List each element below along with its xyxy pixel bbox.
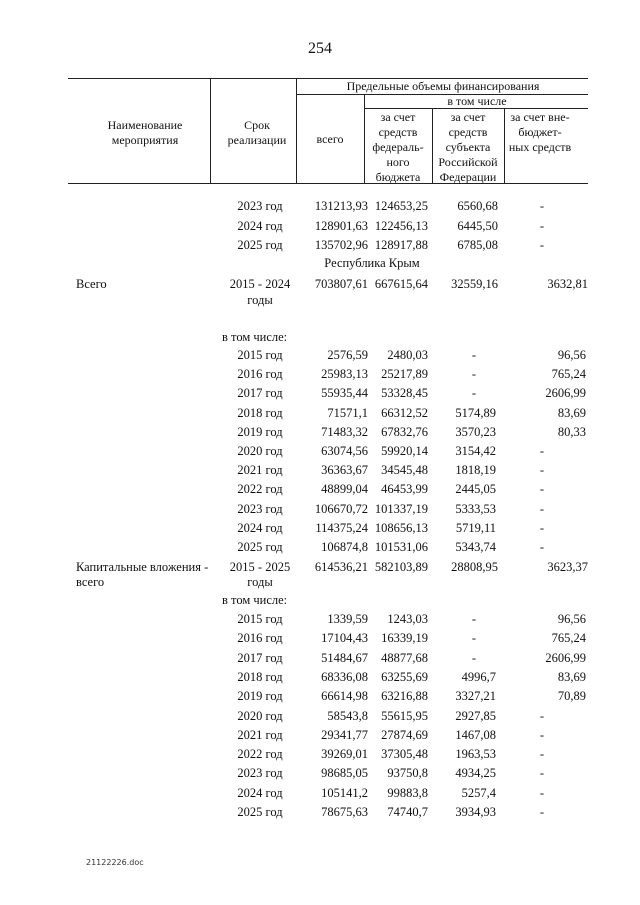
table-row xyxy=(0,727,640,746)
cell-total: 2576,59 xyxy=(327,348,368,362)
cell-total: 58543,8 xyxy=(327,708,368,723)
cell-extra: 765,24 xyxy=(551,631,586,646)
header-divider-total-fed xyxy=(364,94,365,184)
cell-extra: 96,56 xyxy=(557,612,586,626)
table-row xyxy=(0,385,640,404)
cell-extra: - xyxy=(539,727,544,742)
cell-extra: - xyxy=(539,520,544,535)
cell-extra: - xyxy=(539,805,544,819)
header-extra: за счет вне- бюджет- ных средств xyxy=(508,110,572,154)
header-divider-fed-subj xyxy=(432,108,433,184)
cell-period: 2018 год xyxy=(237,405,283,420)
cell-total: 98685,05 xyxy=(321,766,368,781)
cell-subj: 2927,85 xyxy=(455,708,496,723)
table-row xyxy=(0,611,640,630)
cell-fed: 582103,89 xyxy=(374,560,428,574)
table-row xyxy=(0,708,640,727)
cell-fed: 67832,76 xyxy=(381,424,428,439)
cell-period-cont: годы xyxy=(247,575,273,589)
table-row xyxy=(0,347,640,366)
cell-total: 114375,24 xyxy=(315,520,368,535)
header-subj: за счет средств субъекта Российской Федерации xyxy=(438,110,498,184)
incl-label: в том числе: xyxy=(222,593,288,607)
cell-total: 25983,13 xyxy=(321,367,368,382)
cell-total: 135702,96 xyxy=(314,238,368,252)
cell-total: 106874,8 xyxy=(321,540,368,554)
cell-subj: 1818,19 xyxy=(455,463,496,478)
cell-period: 2020 год xyxy=(237,708,283,723)
region-title: Республика Крым xyxy=(324,256,420,270)
cell-subj: - xyxy=(471,386,476,401)
cell-subj: - xyxy=(471,650,476,665)
row-name-cont: всего xyxy=(76,575,105,589)
table-row xyxy=(0,481,640,500)
cell-fed: 128917,88 xyxy=(374,238,428,252)
cell-extra: - xyxy=(539,785,544,800)
cell-total: 105141,2 xyxy=(321,785,368,800)
cell-period: 2023 год xyxy=(237,766,283,781)
cell-extra: - xyxy=(539,766,544,781)
cell-fed: 63255,69 xyxy=(381,669,428,684)
cell-period: 2019 год xyxy=(237,689,283,704)
cell-subj: 6560,68 xyxy=(457,199,498,213)
cell-subj: 5719,11 xyxy=(455,520,496,535)
cell-period: 2024 год xyxy=(237,520,283,535)
cell-fed: 2480,03 xyxy=(387,348,428,362)
cell-total: 55935,44 xyxy=(321,386,368,401)
table-row xyxy=(0,804,640,823)
cell-period: 2023 год xyxy=(237,501,283,516)
cell-subj: 3154,42 xyxy=(455,444,496,458)
footer-filename: 21122226.doc xyxy=(86,858,144,867)
cell-extra: 83,69 xyxy=(557,669,586,684)
cell-subj: 3570,23 xyxy=(455,424,496,439)
cell-extra: 70,89 xyxy=(557,689,586,704)
cell-extra: - xyxy=(539,747,544,762)
table-row xyxy=(0,366,640,385)
cell-total: 29341,77 xyxy=(321,727,368,742)
total-summary-row-cont xyxy=(0,292,640,311)
cell-fed: 101337,19 xyxy=(374,501,428,516)
cell-subj: 3934,93 xyxy=(455,805,496,819)
table-row xyxy=(0,785,640,804)
cell-fed: 93750,8 xyxy=(387,766,428,781)
cell-period: 2015 год xyxy=(237,612,283,626)
cell-period: 2018 год xyxy=(237,669,283,684)
cell-extra: 2606,99 xyxy=(545,650,586,665)
cell-subj: 6445,50 xyxy=(457,219,498,233)
cell-fed: 34545,48 xyxy=(381,463,428,478)
cell-total: 51484,67 xyxy=(321,650,368,665)
cell-period: 2015 - 2025 xyxy=(229,560,291,574)
cell-extra: 3623,37 xyxy=(547,560,588,574)
cell-subj: 2445,05 xyxy=(455,482,496,497)
cell-subj: 1467,08 xyxy=(455,727,496,742)
cell-subj: 5333,53 xyxy=(455,501,496,516)
table-row xyxy=(0,198,640,217)
table-row xyxy=(0,443,640,462)
cell-subj: 5174,89 xyxy=(455,405,496,420)
incl-label: в том числе: xyxy=(222,330,288,344)
cell-period-cont: годы xyxy=(247,293,273,307)
cell-fed: 101531,06 xyxy=(374,540,428,554)
cell-period: 2015 - 2024 xyxy=(229,277,291,291)
header-limits: Предельные объемы финансирования xyxy=(346,79,540,93)
header-divider-name-period xyxy=(210,78,211,184)
cell-extra: 83,69 xyxy=(557,405,586,420)
cell-extra: - xyxy=(539,444,544,458)
header-divider-subj-extra xyxy=(504,108,505,184)
cell-total: 36363,67 xyxy=(321,463,368,478)
cell-subj: 5257,4 xyxy=(461,785,496,800)
cell-total: 131213,93 xyxy=(314,199,368,213)
table-row xyxy=(0,746,640,765)
cell-fed: 66312,52 xyxy=(381,405,428,420)
cell-period: 2022 год xyxy=(237,482,283,497)
cell-extra: - xyxy=(539,219,544,233)
table-row xyxy=(0,650,640,669)
cell-extra: - xyxy=(539,199,544,213)
cell-period: 2015 год xyxy=(237,348,283,362)
cell-subj: 28808,95 xyxy=(451,560,498,574)
cell-total: 71571,1 xyxy=(327,405,368,420)
cell-period: 2024 год xyxy=(237,785,283,800)
cell-extra: - xyxy=(539,238,544,252)
cell-period: 2017 год xyxy=(237,650,283,665)
cell-total: 78675,63 xyxy=(321,805,368,819)
cell-extra: - xyxy=(539,463,544,478)
cell-fed: 27874,69 xyxy=(381,727,428,742)
cell-subj: 6785,08 xyxy=(457,238,498,252)
cell-period: 2023 год xyxy=(237,199,283,213)
capital-summary-row-cont xyxy=(0,574,640,593)
cell-subj: 5343,74 xyxy=(455,540,496,554)
cell-extra: 96,56 xyxy=(557,348,586,362)
cell-fed: 53328,45 xyxy=(381,386,428,401)
cell-period: 2017 год xyxy=(237,386,283,401)
cell-fed: 667615,64 xyxy=(374,277,428,291)
header-bottom-rule xyxy=(68,183,588,184)
cell-fed: 122456,13 xyxy=(374,219,428,233)
cell-subj: 3327,21 xyxy=(455,689,496,704)
table-row xyxy=(0,501,640,520)
cell-period: 2022 год xyxy=(237,747,283,762)
row-name: Всего xyxy=(76,277,107,291)
cell-fed: 46453,99 xyxy=(381,482,428,497)
cell-period: 2016 год xyxy=(237,367,283,382)
cell-extra: 2606,99 xyxy=(545,386,586,401)
cell-total: 703807,61 xyxy=(314,277,368,291)
cell-extra: - xyxy=(539,501,544,516)
cell-period: 2025 год xyxy=(237,805,283,819)
cell-total: 71483,32 xyxy=(321,424,368,439)
table-row xyxy=(0,539,640,558)
cell-extra: - xyxy=(539,540,544,554)
cell-period: 2016 год xyxy=(237,631,283,646)
header-period: Срок реализации xyxy=(227,118,287,147)
cell-subj: - xyxy=(471,631,476,646)
cell-fed: 74740,7 xyxy=(387,805,428,819)
cell-total: 17104,43 xyxy=(321,631,368,646)
table-row xyxy=(0,669,640,688)
table-row xyxy=(0,688,640,707)
cell-fed: 99883,8 xyxy=(387,785,428,800)
cell-fed: 16339,19 xyxy=(381,631,428,646)
cell-period: 2020 год xyxy=(237,444,283,458)
cell-total: 63074,56 xyxy=(321,444,368,458)
header-total: всего xyxy=(316,132,344,146)
cell-subj: 4934,25 xyxy=(455,766,496,781)
cell-subj: 32559,16 xyxy=(451,277,498,291)
cell-fed: 55615,95 xyxy=(381,708,428,723)
cell-extra: 3632,81 xyxy=(547,277,588,291)
page-number: 254 xyxy=(308,40,332,57)
cell-fed: 48877,68 xyxy=(381,650,428,665)
header-name: Наименование мероприятия xyxy=(107,118,183,147)
header-fed: за счет средств федераль- ного бюджета xyxy=(372,110,424,184)
table-row xyxy=(0,520,640,539)
cell-subj: - xyxy=(471,367,476,382)
cell-total: 1339,59 xyxy=(327,612,368,626)
cell-extra: - xyxy=(539,482,544,497)
cell-total: 614536,21 xyxy=(314,560,368,574)
cell-period: 2019 год xyxy=(237,424,283,439)
cell-subj: - xyxy=(471,348,476,362)
table-row xyxy=(0,462,640,481)
cell-period: 2021 год xyxy=(237,727,283,742)
cell-subj: 4996,7 xyxy=(461,669,496,684)
cell-total: 48899,04 xyxy=(321,482,368,497)
table-row xyxy=(0,237,640,256)
table-row xyxy=(0,405,640,424)
cell-fed: 25217,89 xyxy=(381,367,428,382)
row-name: Капитальные вложения - xyxy=(76,560,209,574)
cell-fed: 1243,03 xyxy=(387,612,428,626)
header-incl: в том числе xyxy=(447,94,507,108)
cell-total: 106670,72 xyxy=(314,501,368,516)
cell-extra: 80,33 xyxy=(557,424,586,439)
cell-fed: 124653,25 xyxy=(374,199,428,213)
cell-subj: - xyxy=(471,612,476,626)
table-row xyxy=(0,630,640,649)
cell-period: 2024 год xyxy=(237,219,283,233)
cell-period: 2025 год xyxy=(237,238,283,252)
cell-total: 39269,01 xyxy=(321,747,368,762)
table-row xyxy=(0,765,640,784)
cell-fed: 59920,14 xyxy=(381,444,428,458)
table-row xyxy=(0,424,640,443)
cell-fed: 108656,13 xyxy=(374,520,428,535)
cell-subj: 1963,53 xyxy=(455,747,496,762)
cell-total: 128901,63 xyxy=(314,219,368,233)
cell-extra: - xyxy=(539,708,544,723)
cell-fed: 37305,48 xyxy=(381,747,428,762)
cell-extra: 765,24 xyxy=(551,367,586,382)
table-row xyxy=(0,218,640,237)
cell-total: 68336,08 xyxy=(321,669,368,684)
cell-period: 2021 год xyxy=(237,463,283,478)
cell-total: 66614,98 xyxy=(321,689,368,704)
cell-period: 2025 год xyxy=(237,540,283,554)
cell-fed: 63216,88 xyxy=(381,689,428,704)
